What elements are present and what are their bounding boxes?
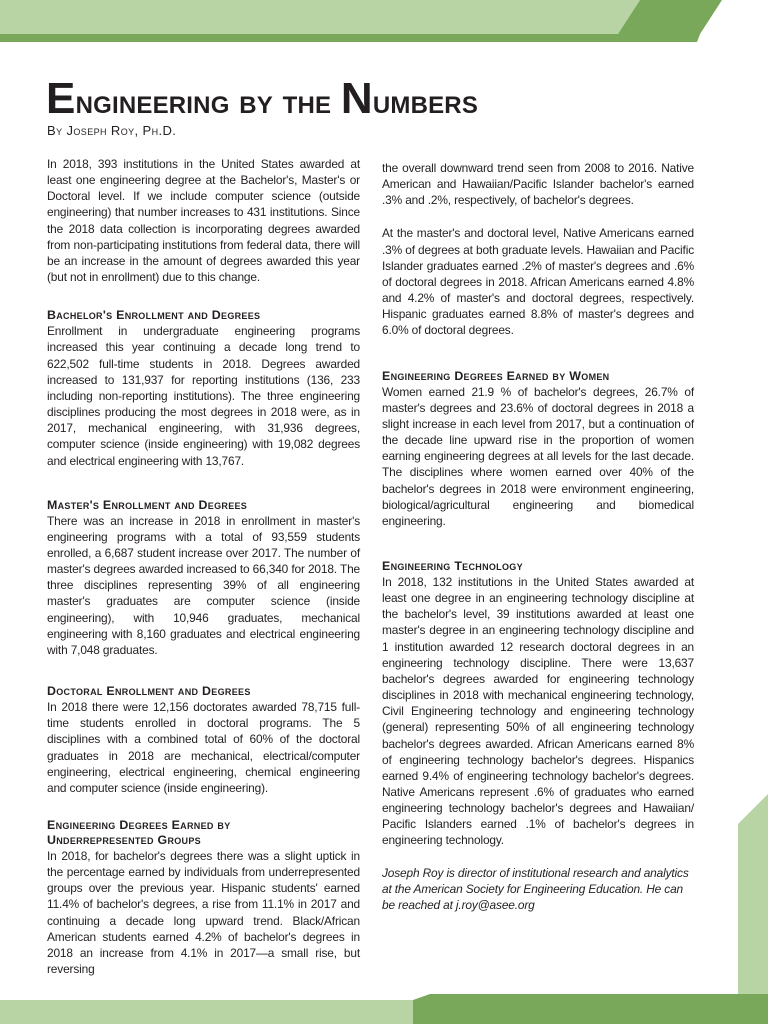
graduate-level-paragraph: At the master's and doctoral level, Native Americans earned .3% of degrees at both graduate levels. Hawaiian and Pacific Islander graduates earned .2% of master's degrees and .6% of doctoral degrees in 2018. African Americans earned 4.8% and 4.2% of master's and doctoral degrees, respectively. Hispanic graduates earned 8.8% of master's degrees and 6.0% of doctoral degrees. [382, 226, 694, 338]
doctoral-heading: Doctoral Enrollment and Degrees [47, 684, 251, 699]
left-column [47, 156, 360, 977]
masters-paragraph: There was an increase in 2018 in enrollment in master's engineering programs with a total of 93,559 students enrolled, a 6,687 student increase over 2017. The number of master's degrees awarded increased to 66,340 for 2018. The three disciplines representing 39% of all engineering master's graduates are computer science (inside engineering), with 10,946 graduates, mechanical engineering with 8,160 graduates and electrical engineering with 7,048 graduates. [47, 513, 360, 657]
underrep-heading: Engineering Degrees Earned by Underrepresented Groups [47, 818, 231, 847]
right-green-stripe [728, 794, 768, 1024]
technology-paragraph: In 2018, 132 institutions in the United States awarded at least one degree in an engineering technology discipline at the bachelor's level, 39 institutions awarded at least one master's degree in an engineering technology discipline and 1 institution awarded 12 research doctoral degrees in an engineering technology discipline. There were 13,637 bachelor's degrees awarded for engineering technology disciplines in 2018 with mechanical engineering technology, Civil Engineering technology and engineering technology (general) representing 50% of all engineering technology bachelor's degrees awarded. African Americans earned 8% of engineering technology bachelor's degrees. Hispanics earned 9.4% of engineering technology bachelor's degrees. Native Americans represent .6% of graduates who earned engineering technology bachelor's degrees and Hawaiian/ Pacific Islanders earned .1% of bachelor's degrees in engineering technology. [382, 574, 694, 848]
bottom-green-banner [0, 994, 768, 1024]
women-paragraph: Women earned 21.9 % of bachelor's degrees, 26.7% of master's degrees and 23.6% of doctoral degrees in 2018 a slight increase in each level from 2017, but a continuation of the decade line upward rise in the proportion of women earning engineering degrees at all levels for the last decade. The disciplines where women earned over 40% of the bachelor's degrees in 2018 were environment engineering, biological/agricultural engineering and biomedical engineering. [382, 384, 694, 528]
author-bio: Joseph Roy is director of institutional research and analytics at the American Society for Engineering Education. He can be reached at j.roy@asee.org [382, 865, 689, 912]
intro-paragraph: In 2018, 393 institutions in the United States awarded at least one engineering degree at the Bachelor's, Master's or Doctoral level. If we include computer science (outside engineering) that number increases to 431 institutions. Since the 2018 data collection is incorporating degrees awarded from non-participating institutions from federal data, there will be an increase in the amount of degrees awarded this year (but not in enrollment) due to this change. [47, 157, 360, 285]
top-green-banner [0, 0, 768, 60]
bachelors-paragraph: Enrollment in undergraduate engineering programs increased this year continuing a decade long trend to 622,502 full-time students in 2018. Degrees awarded increased to 131,937 for reporting institutions (136, 233 including non-reporting institutions). The three engineering disciplines producing the most degrees in 2018 were, as in 2017, mechanical engineering, with 31,936 degrees, computer science (inside engineering) with 19,082 degrees and electrical engineering with 13,767. [47, 324, 360, 468]
right-column [382, 160, 694, 913]
women-heading: Engineering Degrees Earned by Women [382, 368, 610, 383]
technology-heading: Engineering Technology [382, 558, 523, 573]
page-title: Engineering by the Numbers [46, 74, 479, 123]
bachelors-heading: Bachelor's Enrollment and Degrees [47, 308, 261, 323]
underrep-paragraph: In 2018, for bachelor's degrees there was a slight uptick in the percentage earned by individuals from underrepresented groups over the previous year. Hispanic students' earned 11.4% of bachelor's degrees, a rise from 11.1% in 2017 and continuing a decade long upward trend. Black/African American students earned 4.2% of bachelor's degrees in 2018 an increase from 4.1% in 2017—a small rise, but reversing [47, 849, 360, 977]
masters-heading: Master's Enrollment and Degrees [47, 497, 248, 512]
doctoral-paragraph: In 2018 there were 12,156 doctorates awarded 78,715 full-time students enrolled in doctoral programs. The 5 disciplines with a combined total of 60% of the doctoral graduates in 2018 are mechanical, electrical/computer engineering, electrical engineering, chemical engineering and computer science (inside engineering). [47, 700, 360, 795]
byline: By Joseph Roy, Ph.D. [47, 123, 177, 138]
underrep-continued-paragraph: the overall downward trend seen from 2008 to 2016. Native American and Hawaiian/Pacific Islander bachelor's earned .3% and .2%, respectively, of bachelor's degrees. [382, 161, 694, 208]
